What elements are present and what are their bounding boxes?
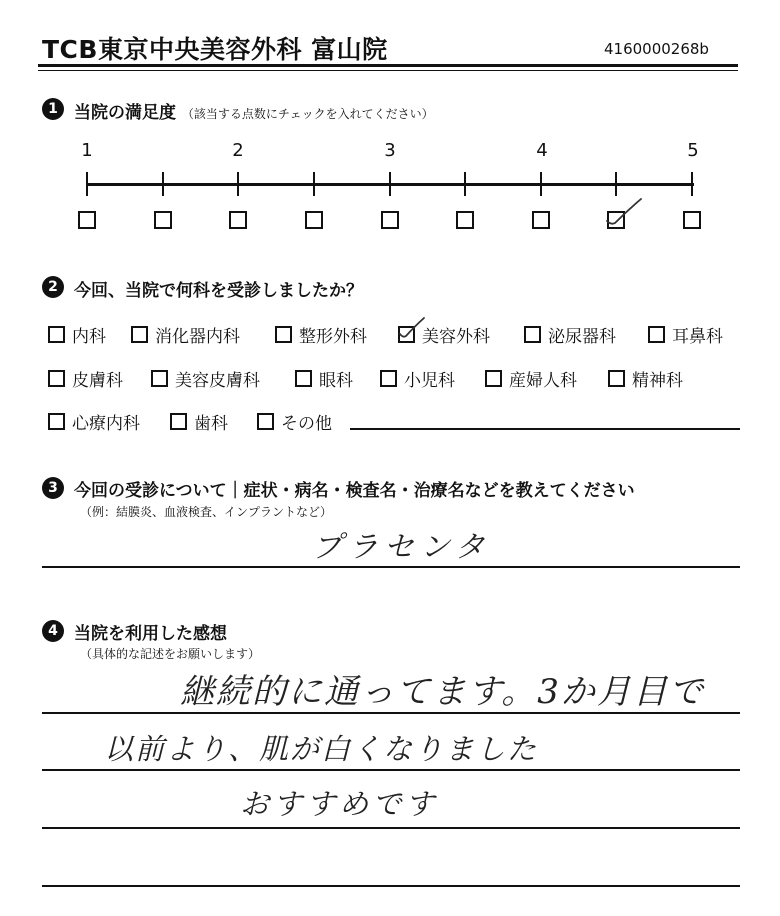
question-4-note: （具体的な記述をお願いします） (80, 647, 261, 661)
scale-label-4: 4 (536, 140, 548, 161)
question-2-number: 2 (42, 276, 64, 298)
other-answer-line (350, 428, 740, 430)
satisfaction-checkbox[interactable] (229, 211, 247, 229)
question-1-number: 1 (42, 98, 64, 120)
department-option-label: 皮膚科 (72, 371, 123, 391)
satisfaction-checkbox[interactable] (683, 211, 701, 229)
satisfaction-checkbox[interactable] (607, 211, 625, 229)
scale-tick (540, 172, 542, 196)
department-checkbox[interactable] (608, 370, 625, 387)
satisfaction-checkbox[interactable] (154, 211, 172, 229)
scale-label-1: 1 (81, 140, 93, 161)
question-3-answer: プラセンタ (312, 530, 491, 565)
question-3-note: （例：結膜炎、血液検査、インプラントなど） (80, 505, 333, 519)
question-4-answer-line-3: おすすめです (240, 787, 439, 821)
department-option-label: その他 (281, 414, 332, 434)
scale-tick (389, 172, 391, 196)
header-rule (38, 64, 738, 67)
department-option-label: 心療内科 (72, 414, 140, 434)
clinic-title: TCB東京中央美容外科 富山院 (42, 35, 388, 64)
satisfaction-scale-line (87, 183, 694, 186)
department-option-label: 内科 (72, 327, 106, 347)
department-checkbox[interactable] (524, 326, 541, 343)
satisfaction-checkbox[interactable] (381, 211, 399, 229)
scale-label-3: 3 (384, 140, 396, 161)
question-1-title-text: 当院の満足度 (74, 103, 176, 123)
question-4-answer-line-2: 以前より、肌が白くなりました (104, 732, 539, 766)
form-id: 4160000268b (604, 40, 709, 58)
question-4-answer-line-1: 継続的に通ってます。3か月目で (180, 672, 705, 712)
department-option-label: 眼科 (319, 371, 353, 391)
scale-tick (615, 172, 617, 196)
question-1-title (74, 98, 434, 123)
department-checkbox[interactable] (151, 370, 168, 387)
department-option-label: 産婦人科 (509, 371, 577, 391)
department-option-label: 歯科 (194, 414, 228, 434)
scale-label-2: 2 (232, 140, 244, 161)
scale-tick (237, 172, 239, 196)
header-rule-thin (38, 70, 738, 71)
department-option-label: 泌尿器科 (548, 327, 616, 347)
department-checkbox[interactable] (257, 413, 274, 430)
scale-tick (86, 172, 88, 196)
scale-label-5: 5 (687, 140, 699, 161)
department-option-label: 美容外科 (422, 327, 490, 347)
question-4-rule-3 (42, 827, 740, 829)
question-2-title: 今回、当院で何科を受診しましたか？ (74, 281, 363, 301)
satisfaction-checkbox[interactable] (456, 211, 474, 229)
scale-tick (464, 172, 466, 196)
satisfaction-checkbox[interactable] (532, 211, 550, 229)
handwritten-check-icon (605, 199, 649, 229)
question-4-rule-2 (42, 769, 740, 771)
department-checkbox[interactable] (398, 326, 415, 343)
question-4-rule-1 (42, 712, 740, 714)
question-4-title: 当院を利用した感想 (74, 624, 227, 644)
department-checkbox[interactable] (485, 370, 502, 387)
satisfaction-checkbox[interactable] (305, 211, 323, 229)
department-option-label: 美容皮膚科 (175, 371, 260, 391)
question-4-number: 4 (42, 620, 64, 642)
department-checkbox[interactable] (295, 370, 312, 387)
question-1-note: （該当する点数にチェックを入れてください） (181, 107, 434, 121)
department-option-label: 整形外科 (299, 327, 367, 347)
satisfaction-checkbox[interactable] (78, 211, 96, 229)
department-option-label: 小児科 (404, 371, 455, 391)
department-checkbox[interactable] (275, 326, 292, 343)
question-3-title: 今回の受診について｜症状・病名・検査名・治療名などを教えてください (74, 481, 635, 501)
department-option-label: 耳鼻科 (672, 327, 723, 347)
department-checkbox[interactable] (170, 413, 187, 430)
department-option-label: 精神科 (632, 371, 683, 391)
question-4-rule-4 (42, 885, 740, 887)
department-checkbox[interactable] (380, 370, 397, 387)
department-checkbox[interactable] (131, 326, 148, 343)
department-checkbox[interactable] (48, 413, 65, 430)
question-3-number: 3 (42, 477, 64, 499)
scale-tick (691, 172, 693, 196)
scale-tick (313, 172, 315, 196)
question-3-answer-line (42, 566, 740, 568)
department-checkbox[interactable] (48, 326, 65, 343)
department-option-label: 消化器内科 (155, 327, 240, 347)
department-checkbox[interactable] (48, 370, 65, 387)
scale-tick (162, 172, 164, 196)
department-checkbox[interactable] (648, 326, 665, 343)
